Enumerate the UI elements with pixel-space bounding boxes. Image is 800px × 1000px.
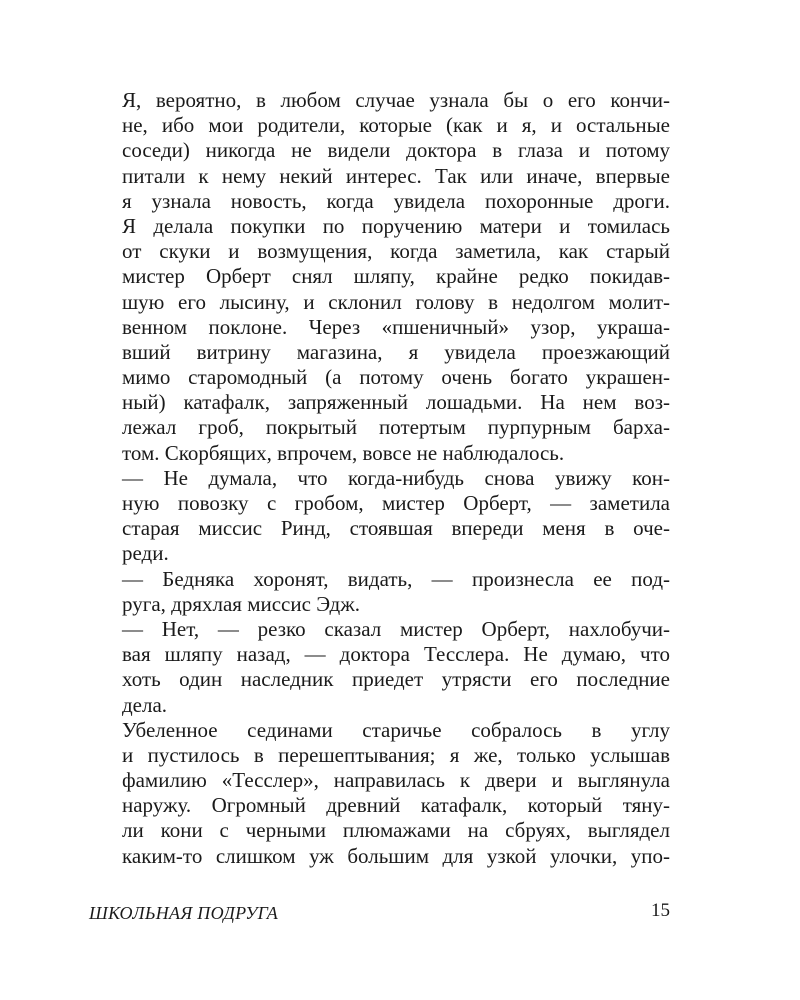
body-text: [122, 88, 670, 869]
text-line: реди.: [122, 541, 169, 566]
text-line: дела.: [122, 692, 168, 717]
text-line: питали к нему некий интерес. Так или иначе, впервые: [122, 163, 670, 188]
text-line: шую его лысину, и склонил голову в недолгом молит-: [122, 289, 670, 314]
text-line: ную повозку с гробом, мистер Орберт, — заметила: [122, 491, 670, 515]
text-line: вший витрину магазина, я увидела проезжающий: [122, 339, 670, 364]
text-line: ный) катафалк, запряженный лошадьми. На нем воз-: [122, 390, 670, 415]
text-line: мимо старомодный (а потому очень богато украшен-: [122, 365, 670, 390]
page-number: 15: [651, 900, 670, 921]
text-line: Я делала покупки по поручению матери и томилась: [122, 213, 670, 238]
text-line: мистер Орберт снял шляпу, крайне редко покидав-: [122, 264, 670, 289]
text-line: старая миссис Ринд, стоявшая впереди меня в оче-: [122, 516, 670, 541]
text-line: том. Скорбящих, впрочем, вовсе не наблюдалось.: [122, 440, 565, 465]
text-line: венном поклоне. Через «пшеничный» узор, украша-: [122, 314, 670, 339]
running-title: ШКОЛЬНАЯ ПОДРУГА: [89, 903, 279, 923]
text-line: лежал гроб, покрытый потертым пурпурным барха-: [122, 415, 670, 440]
text-line: каким-то слишком уж большим для узкой улочки, упо-: [122, 843, 670, 868]
text-line: соседи) никогда не видели доктора в глаза и потому: [122, 138, 670, 163]
text-line: — Нет, — резко сказал мистер Орберт, нахлобучи-: [122, 616, 670, 641]
text-line: Я, вероятно, в любом случае узнала бы о его кончи-: [122, 88, 670, 112]
text-line: я узнала новость, когда увидела похоронные дроги.: [122, 188, 670, 213]
text-line: — Бедняка хоронят, видать, — произнесла ее под-: [122, 566, 670, 591]
text-line: руга, дряхлая миссис Эдж.: [122, 591, 360, 616]
text-line: — Не думала, что когда-нибудь снова увижу кон-: [122, 465, 670, 490]
text-line: наружу. Огромный древний катафалк, который тяну-: [122, 793, 670, 818]
text-line: от скуки и возмущения, когда заметила, как старый: [122, 239, 670, 264]
text-line: хоть один наследник приедет утрясти его последние: [122, 667, 670, 692]
text-line: не, ибо мои родители, которые (как и я, и остальные: [122, 113, 670, 138]
text-line: вая шляпу назад, — доктора Тесслера. Не думаю, что: [122, 642, 670, 667]
text-line: ли кони с черными плюмажами на сбруях, выглядел: [122, 818, 670, 843]
text-line: Убеленное сединами старичье собралось в углу: [122, 717, 670, 742]
text-line: и пустилось в перешептывания; я же, только услышав: [122, 742, 670, 767]
text-line: фамилию «Тесслер», направилась к двери и выглянула: [122, 768, 670, 793]
